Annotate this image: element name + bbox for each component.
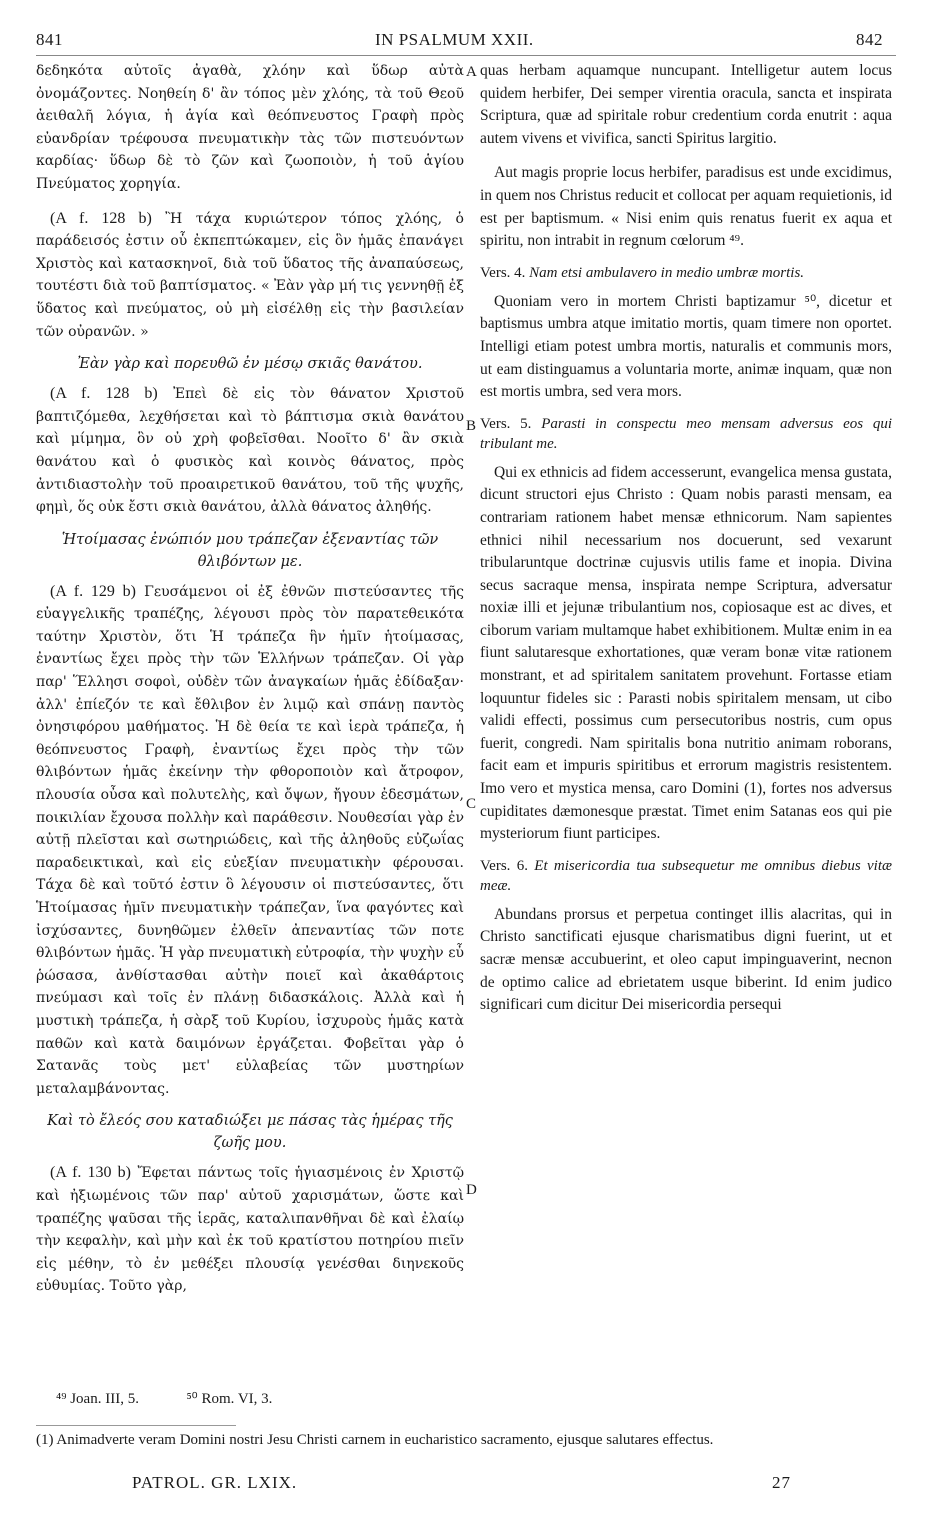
footnote-49: ⁴⁹ Joan. III, 5. (56, 1391, 139, 1407)
greek-paragraph-text: Ἔφεται πάντως τοῖς ἡγιασμένοις ἐν Χριστῷ καὶ ἠξιωμένοις τῶν παρ' αὐτοῦ χαρισμάτων, ὥστε καὶ τραπέζης ψαῦσαι τῆς ἱερᾶς, καταλιπανθῆναι δὲ καὶ ἐλαίῳ τὴν κεφαλὴν, καὶ μὴν καὶ ἐκ τοῦ κρατίστου ποτηρίου πιεῖν εἰς μέθην, τὸ ἐν μεθέξει πλουσίᾳ γενέσθαι διηνεκοῦς εὐθυμίας. Τοῦτο γὰρ, (36, 1165, 464, 1295)
gathering-signature: 27 (772, 1473, 791, 1492)
greek-verse-heading: Ἡτοίμασας ἐνώπιόν μου τράπεζαν ἐξεναντίας τῶν θλιβόντων με. (61, 531, 439, 570)
footnote-50: ⁵⁰ Rom. VI, 3. (186, 1391, 273, 1407)
greek-paragraph (36, 581, 464, 1101)
verse-text: Et misericordia tua subsequetur me omnibus diebus vitæ meæ. (480, 857, 892, 894)
latin-paragraph: Aut magis proprie locus herbifer, paradisus est unde excidimus, in quem nos Christus reducit et collocat per aquam requietionis, id est per baptismum. « Nisi enim quis renatus fuerit ex aqua et spiritu, non intrabit in regnum cœlorum ⁴⁹. (480, 164, 892, 250)
header-rule (36, 55, 896, 56)
footnotes (56, 1389, 272, 1408)
latin-paragraph: quas herbam aquamque nuncupant. Intelligetur autem locus quidem herbifer, Dei semper virentia oracula, sancta et inspirata Scriptura, quæ ad spiritale robur credentium corda enutrit : aqua autem vivens et vivifica, sancti Spiritus largitio. (480, 62, 892, 147)
margin-letter-c: C (466, 796, 477, 812)
folio-reference: (A f. 128 b) (50, 385, 158, 403)
greek-paragraph: δεδηκότα αὐτοῖς ἀγαθὰ, χλόην καὶ ὕδωρ αὐτὰ ὀνομάζοντες. Νοηθείη δ' ἂν τόπος μὲν χλόης, τὰ τοῦ Θεοῦ ἀειθαλῆ λόγια, ἡ ἁγία καὶ θεόπνευστος Γραφὴ πρὸς εὐανδρίαν τρέφουσα πνευματικὴν τὰς τῶν πιστευόντων καρδίας· ὕδωρ δὲ τὸ ζῶν καὶ ζωοποιὸν, ἡ τοῦ ἁγίου Πνεύματος χορηγία. (36, 63, 464, 192)
margin-letter-b: B (466, 418, 477, 434)
folio-reference: (A f. 128 b) (50, 209, 152, 227)
editor-note: (1) Animadverte veram Domini nostri Jesu Christi carnem in eucharistico sacramento, ejusque salutares effectus. (36, 1432, 714, 1448)
greek-verse-heading: Ἐὰν γὰρ καὶ πορευθῶ ἐν μέσῳ σκιᾶς θανάτου. (77, 356, 423, 373)
page-number-left: 841 (36, 30, 63, 49)
footnote-rule (36, 1425, 236, 1426)
verse-text: Parasti in conspectu meo mensam adversus eos qui tribulant me. (480, 415, 892, 452)
greek-paragraph-text: Ἐπεὶ δὲ εἰς τὸν θάνατον Χριστοῦ βαπτιζόμεθα, λεχθήσεται καὶ τὸ βάπτισμα σκιὰ θανάτου καὶ μίμημα, ὃν οὐ χρὴ φοβεῖσθαι. Νοοῖτο δ' ἂν σκιὰ θανάτου καὶ ὁ φυσικὸς καὶ κοινὸς θάνατος, πρὸς ἀντιδιαστολὴν τοῦ προαιρετικοῦ θανάτου, τοῦ τῆς ψυχῆς, φημὶ, ὅς οὐκ ἔστι σκιὰ θανάτου, ἀλλὰ θάνατος ἀληθής. (36, 386, 464, 516)
verse-label: Vers. 5. (480, 415, 532, 432)
margin-letter-d: D (466, 1182, 477, 1198)
greek-paragraph-text: Ἢ τάχα κυριώτερον τόπος χλόης, ὁ παράδεισός ἐστιν οὗ ἐκπεπτώκαμεν, εἰς ὃν ἡμᾶς ἐπανάγει Χριστὸς καὶ κατασκηνοῖ, διὰ τοῦ ὕδατος τῆς ἀναπαύσεως, τουτέστι διὰ τοῦ βαπτίσματος. « Ἐὰν γὰρ μή τις γεννηθῇ ἐξ ὕδατος καὶ πνεύματος, οὐ μὴ εἰσέλθῃ εἰς τὴν βασιλείαν τῶν οὐρανῶν. » (36, 210, 464, 340)
verse-text: Nam etsi ambulavero in medio umbræ mortis. (529, 264, 805, 281)
latin-verse-heading (480, 263, 892, 283)
verse-label: Vers. 4. (480, 264, 526, 281)
greek-paragraph (36, 383, 464, 519)
folio-reference: (A f. 129 b) (50, 582, 136, 600)
latin-paragraph: Quoniam vero in mortem Christi baptizamur ⁵⁰, dicetur et baptismus umbra atque imitatio mortis, quam timere non oportet. Intelligi etiam potest umbra mortis, naturalis et communis mors, ut eam distinguamus a voluntaria morte, animæ inquam, quæ non est mortis umbra, sed vera mors. (480, 292, 892, 401)
latin-verse-heading (480, 856, 892, 896)
latin-paragraph: Abundans prorsus et perpetua continget illis alacritas, qui in Christo sanctificati ejusque charismatibus digni fuerint, ut et sacræ mensæ accubuerint, et oleo caput impinguaverint, necnon de optimo calice ad ebrietatem usque biberint. Id enim judico significari cum dicitur Dei misericordia persequi (480, 905, 892, 1014)
folio-reference: (A f. 130 b) (50, 1164, 131, 1182)
greek-paragraph (36, 1162, 464, 1298)
volume-signature: PATROL. GR. LXIX. (132, 1473, 298, 1492)
verse-label: Vers. 6. (480, 857, 528, 874)
latin-paragraph: Qui ex ethnicis ad fidem accesserunt, evangelica mensa gustata, dicunt structori ejus Christo : Quam nobis parasti mensam, ea contrariam rationem habet mensæ ethnicorum. Nam sapientes ethnici nihil necessarium nos docuerunt, sed vexarunt tribularuntque doctrinæ cujusvis utilis fame et inopia. Divina secus sacraque mensa, inspirata nempe Scriptura, adversatur noxiæ illi et jejunæ tribulantium nos, copiosaque est ac dives, et ciborum variam multamque habet exhibitionem. Multæ enim in ea fiunt salutaresque exhortationes, quæ veram bonæ vitæ rationem monstrant, et ad spiritalem sanitatem provehunt. Fortasse etiam loquuntur fideles sic : Parasti nobis spiritalem mensam, ut cibo validi effecti, possimus cum persecutoribus nostris, cum opus fuerit, congredi. Nam spiritalis bona nutritio animam roborans, facit eam et impuris spiritibus et errorum magistris resistentem. Imo vero et mystica mensa, caro Domini (1), fortes nos adversus cupiditates dæmonesque præstat. Timet enim Satanas eos qui pie mysteriorum fiunt participes. (480, 463, 892, 843)
greek-verse-heading: Καὶ τὸ ἔλεός σου καταδιώξει με πάσας τὰς ἡμέρας τῆς ζωῆς μου. (47, 1113, 453, 1152)
margin-letter-a: A (466, 64, 477, 80)
page-number-right: 842 (856, 30, 883, 49)
latin-column (480, 60, 892, 1380)
greek-paragraph (36, 208, 464, 344)
greek-column (36, 60, 464, 1380)
greek-paragraph-text: Γευσάμενοι οἱ ἐξ ἐθνῶν πιστεύσαντες τῆς εὐαγγελικῆς τραπέζης, λέγουσι πρὸς τὸν παρατεθεικότα ταύτην Χριστὸν, ὅτι Ἡ τράπεζα ἣν ἡμῖν ἡτοίμασας, ἐναντίως ἔχει πρὸς τὴν τῶν Ἑλλήνων τράπεζαν. Οἱ γὰρ παρ' Ἕλλησι σοφοὶ, οὐδὲν τῶν ἀναγκαίων ἡμᾶς ἐδίδαξαν· ἀλλ' ἐπίεζόν τε καὶ ἔθλιβον ἐν λιμῷ καὶ σπάνῃ παντὸς ὀνησιφόρου μαθήματος. Ἡ δὲ θεία τε καὶ ἱερὰ τράπεζα, ἡ θεόπνευστος Γραφὴ, ἐναντίως ἔχει πρὸς τὴν τῶν θλιβόντων ἡμᾶς ἐκείνην τὴν φθοροποιὸν καὶ ἄτροφον, πλουσία οὖσα καὶ πολυτελὴς, καὶ ὄψων, ἤγουν ἐδεσμάτων, ποικιλίαν ἔχουσα πολλὴν καὶ παράθεσιν. Νουθεσίαι γὰρ ἐν αὐτῇ πλεῖσται καὶ σωτηριώδεις, καὶ τῆς ἀληθοῦς εὐζωΐας παραδεικτικαὶ, καὶ εἰς εὐεξίαν πνευματικὴν φέρουσαι. Τάχα δὲ καὶ τοῦτό ἐστιν ὃ λέγουσιν οἱ πιστεύσαντες, ὅτι Ἡτοίμασας ἡμῖν πνευματικὴν τράπεζαν, ἵνα φαγόντες καὶ ἰσχύσαντες, δυνηθῶμεν ἐλθεῖν ἀπεναντίας τῶν ποτε θλιβόντων ἡμᾶς. Ἡ γὰρ πνευματικὴ εὐτροφία, τὴν ψυχὴν εὖ ῥώσασα, ἀνθίστασθαι αὐτὴν ποιεῖ καὶ ἀκαθάρτοις πνεύμασι καὶ τοῖς ἐν πλάνῃ διδασκάλοις. Ἀλλὰ καὶ ἡ μυστικὴ τράπεζα, ἡ σὰρξ τοῦ Κυρίου, ἰσχυροὺς ἡμᾶς κατὰ παθῶν καὶ κατὰ δαιμόνων ἐργάζεται. Φοβεῖται γὰρ ὁ Σατανᾶς τοὺς μετ' εὐλαβείας τῶν μυστηρίων μεταλαμβάνοντας. (36, 583, 464, 1097)
latin-verse-heading (480, 414, 892, 454)
running-title: IN PSALMUM XXII. (375, 30, 534, 49)
